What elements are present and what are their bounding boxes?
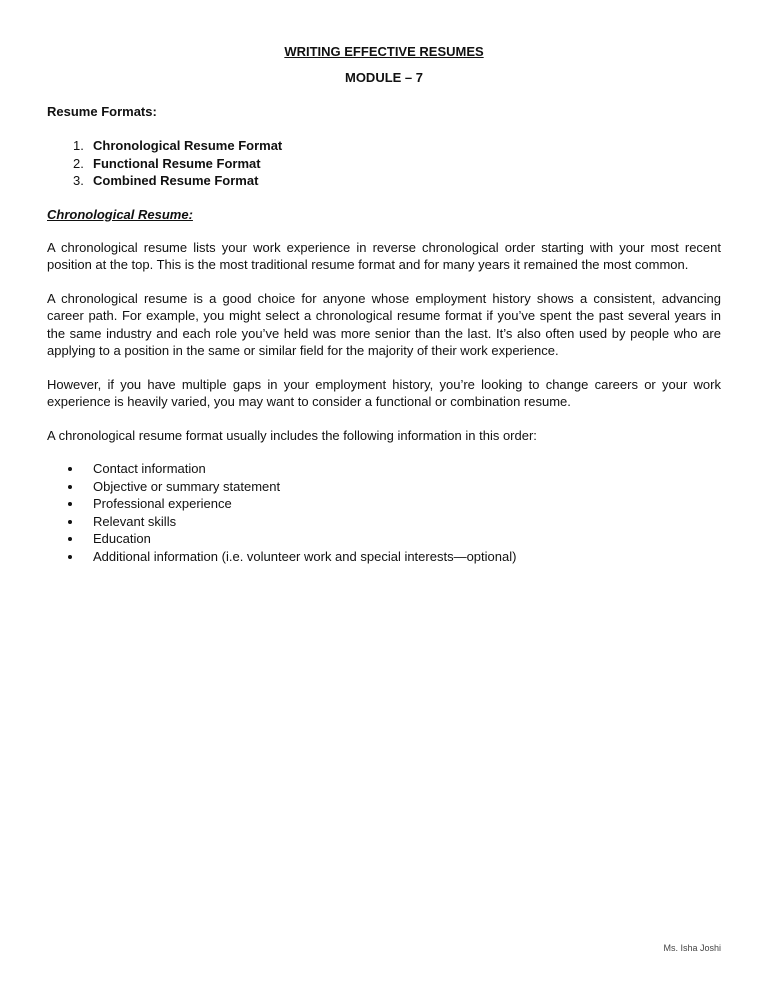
list-item bbox=[47, 530, 721, 548]
list-item bbox=[47, 137, 721, 155]
bullet-text: Education bbox=[93, 531, 151, 546]
document-title: WRITING EFFECTIVE RESUMES bbox=[284, 44, 484, 59]
module-title: MODULE – 7 bbox=[344, 70, 423, 85]
list-item bbox=[47, 172, 721, 190]
bullet-text: Relevant skills bbox=[93, 513, 177, 529]
format-list bbox=[47, 137, 721, 190]
bullet-text: Professional experience bbox=[93, 496, 232, 511]
list-number: 3. bbox=[73, 173, 84, 188]
paragraph: A chronological resume is a good choice for anyone whose employment history shows a consistent, advancing career path. For example, you might select a chronological resume format if you’ve spent the past several years in the same industry and each role you’ve held was more senior than the last. It’s also often used by people who are applying to a position in the same or similar field for the majority of their work experience. bbox=[47, 290, 721, 358]
bullet-text: Objective or summary statement bbox=[93, 478, 281, 494]
list-item bbox=[47, 548, 721, 566]
formats-heading: Resume Formats: bbox=[47, 104, 157, 119]
bullet-icon bbox=[47, 460, 93, 478]
bullet-text: Contact information bbox=[93, 461, 206, 476]
list-item bbox=[47, 513, 721, 531]
document-body bbox=[47, 43, 721, 565]
bullet-icon bbox=[47, 530, 93, 548]
footer-author: Ms. Isha Joshi bbox=[663, 943, 721, 953]
list-item bbox=[47, 478, 721, 496]
bullet-icon bbox=[47, 548, 93, 566]
bullet-text: Additional information (i.e. volunteer work and special interests—optional) bbox=[93, 548, 517, 564]
list-number: 1. bbox=[73, 138, 84, 153]
bullet-icon bbox=[47, 495, 93, 513]
paragraph: A chronological resume format usually includes the following information in this order: bbox=[47, 427, 537, 443]
format-label: Functional Resume Format bbox=[93, 155, 261, 171]
format-label: Chronological Resume Format bbox=[93, 138, 283, 153]
list-item bbox=[47, 495, 721, 513]
bullet-icon bbox=[47, 478, 93, 496]
paragraph: A chronological resume lists your work experience in reverse chronological order starting with your most recent position at the top. This is the most traditional resume format and for many years it remained the most common. bbox=[47, 239, 721, 272]
paragraph: However, if you have multiple gaps in your employment history, you’re looking to change careers or your work experience is heavily varied, you may want to consider a functional or combination resume. bbox=[47, 376, 721, 409]
bullet-icon bbox=[47, 513, 93, 531]
list-number: 2. bbox=[73, 155, 84, 171]
list-item bbox=[47, 460, 721, 478]
format-label: Combined Resume Format bbox=[93, 173, 259, 188]
section-heading: Chronological Resume: bbox=[47, 206, 193, 222]
list-item bbox=[47, 155, 721, 173]
bullet-list bbox=[47, 460, 721, 565]
